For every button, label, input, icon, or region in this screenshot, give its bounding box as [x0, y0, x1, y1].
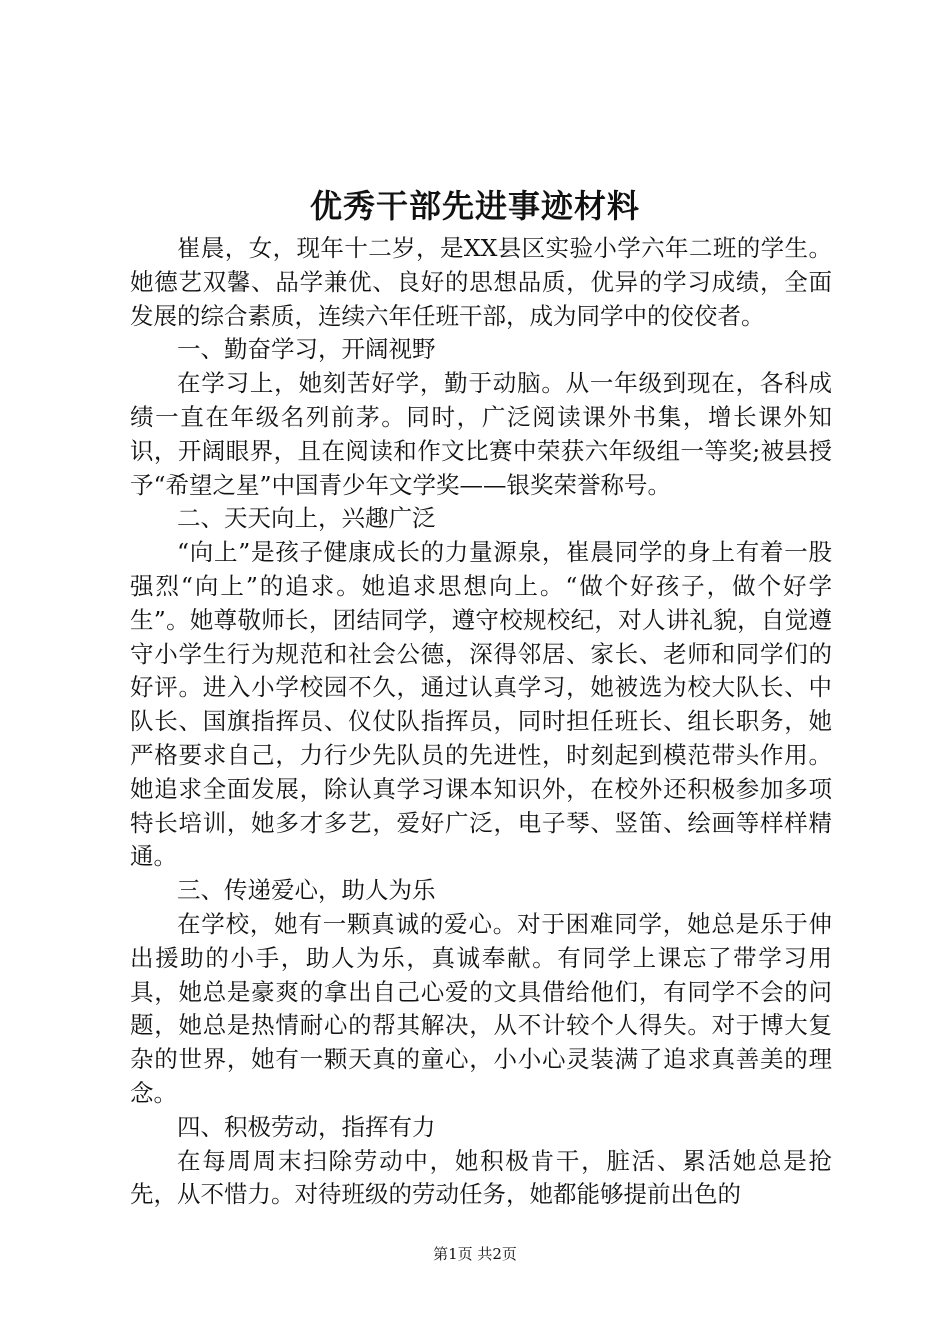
section-heading-4: 四、积极劳动，指挥有力 — [177, 1112, 436, 1141]
section-1-paragraph: 在学习上，她刻苦好学，勤于动脑。从一年级到现在，各科成绩一直在年级名列前茅。同时，广泛阅读课外书集，增长课外知识，开阔眼界，且在阅读和作文比赛中荣获六年级组一等奖;被县授予“希望之星”中国青少年文学奖——银奖荣誉称号。 — [130, 369, 832, 499]
document-body — [130, 232, 832, 1212]
section-4-paragraph: 在每周周末扫除劳动中，她积极肯干，脏活、累活她总是抢先，从不惜力。对待班级的劳动任务，她都能够提前出色的 — [130, 1146, 832, 1209]
section-heading-2: 二、天天向上，兴趣广泛 — [177, 504, 436, 533]
section-heading-3: 三、传递爱心，助人为乐 — [177, 876, 436, 905]
intro-paragraph: 崔晨，女，现年十二岁，是XX县区实验小学六年二班的学生。她德艺双馨、品学兼优、良好的思想品质，优异的学习成绩，全面发展的综合素质，连续六年任班干部，成为同学中的佼佼者。 — [130, 234, 832, 330]
page-number-footer: 第1页 共2页 — [433, 1245, 517, 1263]
section-2-paragraph: “向上”是孩子健康成长的力量源泉，崔晨同学的身上有着一股强烈“向上”的追求。她追求思想向上。“做个好孩子，做个好学生”。她尊敬师长，团结同学，遵守校规校纪，对人讲礼貌，自觉遵守小学生行为规范和社会公德，深得邻居、家长、老师和同学们的好评。进入小学校园不久，通过认真学习，她被选为校大队长、中队长、国旗指挥员、仪仗队指挥员，同时担任班长、组长职务，她严格要求自己，力行少先队员的先进性，时刻起到模范带头作用。她追求全面发展，除认真学习课本知识外，在校外还积极参加多项特长培训，她多才多艺，爱好广泛，电子琴、竖笛、绘画等样样精通。 — [130, 538, 832, 871]
document-title: 优秀干部先进事迹材料 — [309, 187, 640, 225]
section-3-paragraph: 在学校，她有一颗真诚的爱心。对于困难同学，她总是乐于伸出援助的小手，助人为乐，真诚奉献。有同学上课忘了带学习用具，她总是豪爽的拿出自己心爱的文具借给他们，有同学不会的问题，她总是热情耐心的帮其解决，从不计较个人得失。对于博大复杂的世界，她有一颗天真的童心，小小心灵装满了追求真善美的理念。 — [130, 909, 832, 1107]
section-heading-1: 一、勤奋学习，开阔视野 — [177, 335, 436, 364]
